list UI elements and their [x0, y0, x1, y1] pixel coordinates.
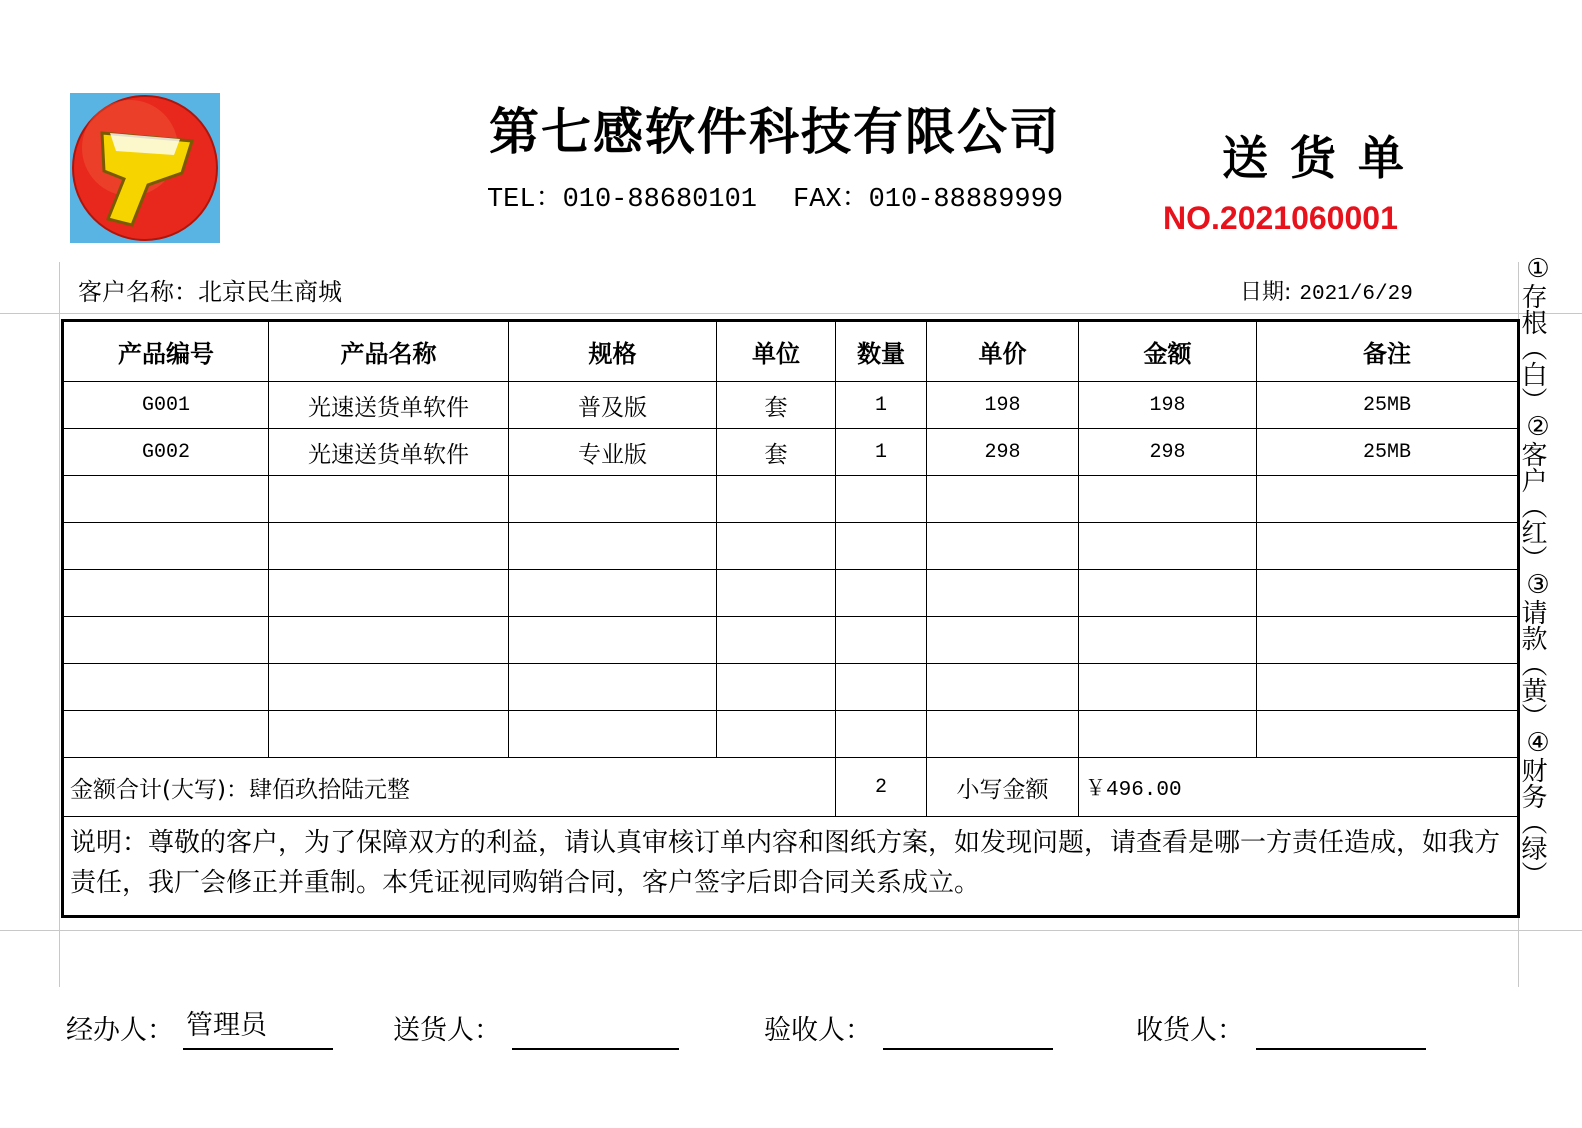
customer-info	[78, 272, 342, 307]
table-row	[63, 382, 1519, 429]
cell-name: 光速送货单软件	[269, 429, 509, 476]
copy-legend	[1518, 255, 1558, 887]
date-value: 2021/6/29	[1299, 283, 1413, 306]
total-label: 金额合计(大写)：	[70, 776, 249, 803]
cell-price: 198	[927, 382, 1079, 429]
receiver-signature-line	[1256, 1048, 1426, 1050]
cell-amount: 298	[1079, 429, 1257, 476]
table-row-empty	[63, 570, 1519, 617]
company-logo	[70, 93, 220, 243]
customer-label: 客户名称：	[78, 278, 198, 306]
handler-label: 经办人：	[66, 1015, 174, 1046]
table-row-empty	[63, 711, 1519, 758]
date-label: 日期:	[1240, 280, 1292, 305]
col-header-code: 产品编号	[63, 321, 269, 382]
delivery-table	[61, 319, 1520, 918]
copy-legend-color: （黄）	[1517, 651, 1547, 729]
cell-price: 298	[927, 429, 1079, 476]
total-qty: 2	[836, 758, 927, 817]
inspector-label: 验收人：	[764, 1015, 872, 1046]
cell-spec: 专业版	[509, 429, 717, 476]
copy-legend-text: 存根	[1517, 283, 1547, 335]
note-text: 说明：尊敬的客户，为了保障双方的利益，请认真审核订单内容和图纸方案，如发现问题，请查看是哪一方责任造成，如我方责任，我厂会修正并重制。本凭证视同购销合同，客户签字后即合同关系成立。	[63, 817, 1519, 917]
guide-line-bottom	[0, 930, 1582, 931]
copy-legend-item: ① 存根 （白）	[1517, 254, 1550, 413]
copy-legend-color: （绿）	[1517, 809, 1547, 887]
fax-label: FAX：	[793, 185, 869, 215]
cell-name: 光速送货单软件	[269, 382, 509, 429]
col-header-name: 产品名称	[269, 321, 509, 382]
copy-legend-text: 请款	[1517, 599, 1547, 651]
receiver-label: 收货人：	[1136, 1015, 1244, 1046]
logo-seven-icon	[70, 93, 220, 243]
cell-remark: 25MB	[1257, 382, 1519, 429]
cell-unit: 套	[717, 382, 836, 429]
copy-legend-text: 财务	[1517, 757, 1547, 809]
cell-remark: 25MB	[1257, 429, 1519, 476]
cell-amount: 198	[1079, 382, 1257, 429]
date-info	[1240, 275, 1413, 306]
cell-code: G002	[63, 429, 269, 476]
table-header-row	[63, 321, 1519, 382]
copy-legend-item: ② 客户 （红）	[1517, 412, 1550, 571]
cell-unit: 套	[717, 429, 836, 476]
cell-qty: 1	[836, 382, 927, 429]
table-row-empty	[63, 617, 1519, 664]
small-amount-value: ￥496.00	[1079, 758, 1519, 817]
handler-signature-line	[183, 1048, 333, 1050]
copy-legend-item: ④ 财务 （绿）	[1517, 728, 1550, 887]
col-header-amount: 金额	[1079, 321, 1257, 382]
col-header-remark: 备注	[1257, 321, 1519, 382]
table-row-empty	[63, 476, 1519, 523]
copy-legend-color: （红）	[1517, 493, 1547, 571]
small-amount-label: 小写金额	[927, 758, 1079, 817]
total-words: 肆佰玖拾陆元整	[248, 776, 410, 803]
cell-code: G001	[63, 382, 269, 429]
tel-label: TEL：	[486, 185, 563, 215]
col-header-price: 单价	[927, 321, 1079, 382]
handler-value: 管理员	[186, 1010, 267, 1041]
total-words-cell	[63, 758, 836, 817]
deliverer-signature-line	[512, 1048, 679, 1050]
table-row	[63, 429, 1519, 476]
guide-line-left	[59, 262, 60, 987]
table-row-empty	[63, 664, 1519, 711]
note-row	[63, 817, 1519, 917]
col-header-qty: 数量	[836, 321, 927, 382]
inspector-signature-line	[883, 1048, 1053, 1050]
fax-value: 010-88889999	[868, 185, 1064, 215]
cell-spec: 普及版	[509, 382, 717, 429]
company-name: 第七感软件科技有限公司	[489, 102, 1061, 161]
copy-legend-item: ③ 请款 （黄）	[1517, 570, 1550, 729]
copy-legend-text: 客户	[1517, 441, 1547, 493]
total-row	[63, 758, 1519, 817]
guide-line-top	[0, 313, 1582, 314]
document-title: 送货单	[1222, 131, 1426, 185]
col-header-unit: 单位	[717, 321, 836, 382]
deliverer-label: 送货人：	[393, 1015, 501, 1046]
customer-name: 北京民生商城	[198, 278, 342, 306]
contact-line	[440, 175, 1110, 215]
tel-value: 010-88680101	[562, 185, 757, 215]
table-row-empty	[63, 523, 1519, 570]
document-number: NO.2021060001	[1163, 200, 1398, 236]
col-header-spec: 规格	[509, 321, 717, 382]
cell-qty: 1	[836, 429, 927, 476]
copy-legend-color: （白）	[1517, 335, 1547, 413]
